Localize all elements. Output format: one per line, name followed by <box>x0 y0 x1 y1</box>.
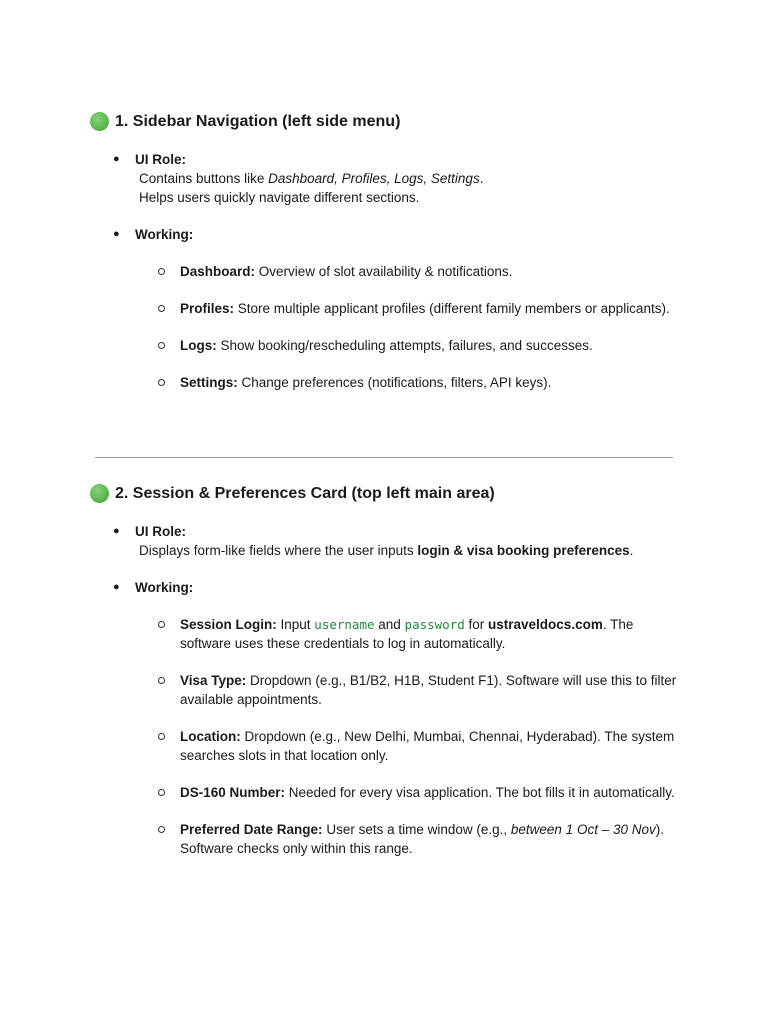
sub-item-ds160 <box>135 783 680 802</box>
sub-list <box>135 262 690 392</box>
section-sidebar-navigation <box>90 110 690 392</box>
item-text: Dropdown (e.g., New Delhi, Mumbai, Chennai, Hyderabad). The system searches slots in that location only. <box>180 729 675 763</box>
item-text: User sets a time window (e.g., <box>322 822 511 837</box>
item-text: Dropdown (e.g., B1/B2, H1B, Student F1). Software will use this to filter available appointments. <box>180 673 677 707</box>
text-fragment: Contains buttons like <box>139 171 269 186</box>
item-text: . The software uses these credentials to log in automatically. <box>180 617 634 651</box>
section-heading <box>90 482 690 504</box>
working-label: Working: <box>135 580 194 595</box>
site-name: ustraveldocs.com <box>488 617 603 632</box>
hollow-circle-icon <box>158 305 165 312</box>
filled-bullet-icon: ● <box>113 228 120 240</box>
ui-role-label: UI Role: <box>135 152 187 167</box>
code-password: password <box>404 617 465 632</box>
item-label: Logs: <box>180 338 217 353</box>
filled-bullet-icon: ● <box>113 153 120 165</box>
hollow-circle-icon <box>158 677 165 684</box>
item-label: Session Login: <box>180 617 277 632</box>
sub-item-location <box>135 727 680 765</box>
item-text: Change preferences (notifications, filters, API keys). <box>237 375 552 390</box>
sub-item-visa-type <box>135 671 680 709</box>
ui-role-description <box>135 169 690 207</box>
hollow-circle-icon <box>158 342 165 349</box>
item-text: Needed for every visa application. The bot fills it in automatically. <box>285 785 675 800</box>
green-circle-icon <box>90 484 109 503</box>
working-label: Working: <box>135 227 194 242</box>
item-text: Show booking/rescheduling attempts, failures, and successes. <box>216 338 593 353</box>
text-line: Helps users quickly navigate different sections. <box>139 190 420 205</box>
ui-role-description <box>135 541 690 560</box>
code-username: username <box>314 617 375 632</box>
hollow-circle-icon <box>158 621 165 628</box>
italic-fragment: between 1 Oct – 30 Nov <box>510 822 656 837</box>
list-item-ui-role <box>90 150 690 207</box>
section-title: 1. Sidebar Navigation (left side menu) <box>115 112 401 130</box>
item-label: Settings: <box>180 375 238 390</box>
item-label: Dashboard: <box>180 264 256 279</box>
item-text: and <box>374 617 405 632</box>
hollow-circle-icon <box>158 268 165 275</box>
hollow-circle-icon <box>158 826 165 833</box>
hollow-circle-icon <box>158 379 165 386</box>
italic-fragment: Dashboard, Profiles, Logs, Settings <box>268 171 480 186</box>
sub-item-settings <box>135 373 680 392</box>
sub-list <box>135 615 690 858</box>
text-fragment: Displays form-like fields where the user inputs <box>139 543 418 558</box>
list-item-working <box>90 578 690 858</box>
item-label: Visa Type: <box>180 673 247 688</box>
green-circle-icon <box>90 112 109 131</box>
section-session-preferences <box>90 482 690 858</box>
item-text: Overview of slot availability & notifications. <box>255 264 513 279</box>
text-fragment: . <box>629 543 634 558</box>
item-text: ). Software checks only within this range. <box>180 822 664 856</box>
sub-item-dashboard <box>135 262 680 281</box>
hollow-circle-icon <box>158 733 165 740</box>
hollow-circle-icon <box>158 789 165 796</box>
sub-item-logs <box>135 336 680 355</box>
item-text: for <box>464 617 489 632</box>
item-label: DS-160 Number: <box>180 785 286 800</box>
horizontal-divider <box>95 457 673 458</box>
item-label: Location: <box>180 729 241 744</box>
list-item-ui-role <box>90 522 690 560</box>
top-level-list <box>90 522 690 858</box>
bold-fragment: login & visa booking preferences <box>417 543 630 558</box>
list-item-working <box>90 225 690 392</box>
item-label: Preferred Date Range: <box>180 822 323 837</box>
ui-role-label: UI Role: <box>135 524 187 539</box>
text-fragment: . <box>479 171 484 186</box>
section-heading <box>90 110 690 132</box>
filled-bullet-icon: ● <box>113 525 120 537</box>
item-label: Profiles: <box>180 301 235 316</box>
top-level-list <box>90 150 690 392</box>
sub-item-date-range <box>135 820 680 858</box>
section-title: 2. Session & Preferences Card (top left main area) <box>115 484 495 502</box>
item-text: Input <box>276 617 315 632</box>
filled-bullet-icon: ● <box>113 581 120 593</box>
item-text: Store multiple applicant profiles (different family members or applicants). <box>234 301 670 316</box>
sub-item-profiles <box>135 299 680 318</box>
sub-item-session-login <box>135 615 680 653</box>
